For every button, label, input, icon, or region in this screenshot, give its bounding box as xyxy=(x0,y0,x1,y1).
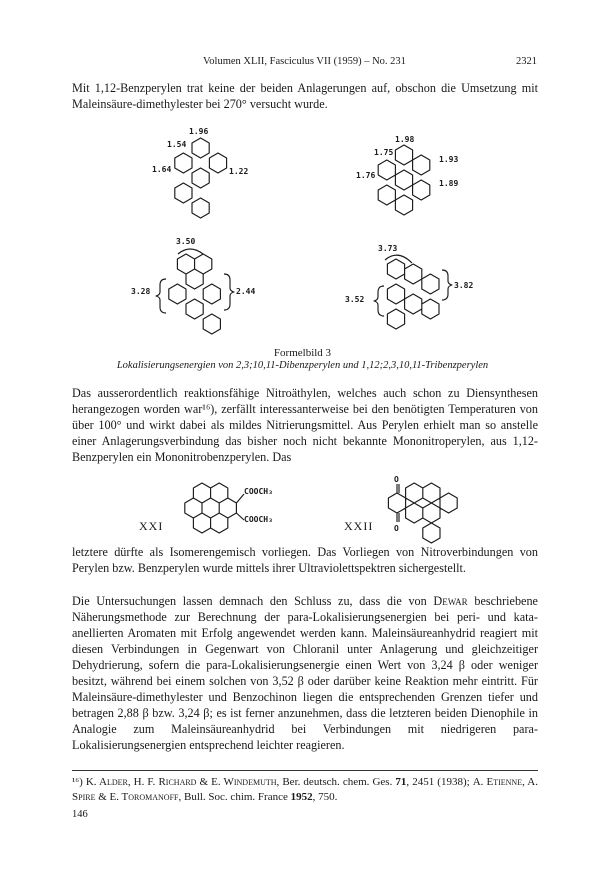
compound-label-xxii: XXII xyxy=(344,519,374,533)
energy-label: 1.75 xyxy=(374,148,394,157)
figure-title: Formelbild 3 xyxy=(273,347,332,359)
footnote-authors: A. Etienne, A. Spire & E. Toromanoff xyxy=(72,776,538,803)
author-dewar: Dewar xyxy=(433,594,468,608)
energy-label: 1.89 xyxy=(439,179,459,188)
molecule-tribenzperylen-energies xyxy=(356,135,458,215)
compound-xxii-structure xyxy=(388,475,457,543)
volume-number: 71 xyxy=(395,776,407,788)
journal-citation: Volumen XLII, Fasciculus VII (1959) – No. 231 xyxy=(203,56,406,67)
compound-xxi-structure xyxy=(185,483,273,533)
paragraph-nitroaethylen: Das ausserordentlich reaktionsfähige Nitroäthylen, welches auch schon zu Diensynthesen herangezogen worden war¹⁶), zerfällt interessanterweise bei den benötigten Temperaturen von über 100° und wirkt dabei als mildes Nitrierungsmittel. Aus Perylen erhielt man so anstelle einer Anlagerungsverbindung das bisher noch nicht bekannte Mononitroperylen, aus 1,12-Benzperylen ein Mononitrobenzperylen. Das xyxy=(72,386,538,464)
energy-label: 2.44 xyxy=(236,287,256,296)
molecule-dibenzperylen-energies xyxy=(152,127,248,218)
energy-label: 1.93 xyxy=(439,155,459,164)
energy-label: 1.64 xyxy=(152,165,172,174)
compound-label-xxi: XXI xyxy=(139,519,164,533)
molecule-dibenzperylen-para xyxy=(131,237,255,334)
conclusion-text-end: beschriebene Näherungsmethode zur Berechnung der para-Lokalisierungsenergien bei peri- und kata-anellierten Aromaten mit Erfolg angewendet werden kann. Maleinsäureanhydrid reagiert mit diesen Verbindungen in Gegenwart von Chloranil unter Anlagerung und gleichzeitiger Dehydrierung, sofern die para-Lokalisierungsenergie einen Wert von 3,24 β oder weniger besitzt, während bei einem solchen von 3,52 β oder darüber keine Reaktion mehr eintritt. Für Maleinsäure-dimethylester und Benzochinon liegen die entsprechenden Grenzen tiefer und betragen 2,88 β bzw. 3,24 β; es ist ferner anzunehmen, dass die letzteren beiden Dienophile in Analogie zum Maleinsäureanhydrid bei Verbindungen mit niedrigeren para-Lokalisierungsenergien entsprechend leichter reagieren. xyxy=(72,594,538,752)
conclusion-text-start: Die Untersuchungen lassen demnach den Schluss zu, dass die von xyxy=(72,594,434,608)
footnote-authors: K. Alder, H. F. Richard & E. Windemuth xyxy=(85,776,277,788)
energy-label: 1.22 xyxy=(229,167,249,176)
energy-label: 3.28 xyxy=(131,287,151,296)
paragraph-isomer: letztere dürfte als Isomerengemisch vorliegen. Das Vorliegen von Nitroverbindungen von Perylen bzw. Benzperylen wurde mittels ihrer Ultraviolettspektren sichergestellt. xyxy=(72,545,538,575)
intro-paragraph: Mit 1,12-Benzperylen trat keine der beiden Anlagerungen auf, obschon die Umsetzung mit Maleinsäure-dimethylester bei 270° versucht wurde. xyxy=(72,81,538,111)
energy-label: 1.98 xyxy=(395,135,415,144)
energy-label: 3.50 xyxy=(176,237,196,246)
page-number: 2321 xyxy=(516,56,537,67)
figure-caption: Lokalisierungsenergien von 2,3;10,11-Dibenzperylen und 1,12;2,3,10,11-Tribenzperylen xyxy=(116,360,489,371)
molecule-tribenzperylen-para xyxy=(345,244,473,329)
energy-label: 1.96 xyxy=(189,127,209,136)
energy-label: 1.54 xyxy=(167,140,187,149)
energy-label: 3.73 xyxy=(378,244,398,253)
footnote-16: ¹⁶) K. Alder, H. F. Richard & E. Windemuth, Ber. deutsch. chem. Ges. 71, 2451 (1938); A. Etienne, A. Spire & E. Toromanoff, Bull. Soc. chim. France 1952, 750. xyxy=(72,770,538,805)
page-footer-number: 146 xyxy=(72,809,88,820)
substituent-label: COOCH₃ xyxy=(244,487,273,496)
footnote-mark: ¹⁶) xyxy=(72,776,83,788)
energy-label: 3.52 xyxy=(345,295,365,304)
paragraph-conclusion xyxy=(72,593,538,753)
volume-number: 1952 xyxy=(290,791,313,803)
oxo-label: O xyxy=(394,524,399,533)
energy-label: 1.76 xyxy=(356,171,376,180)
substituent-label: COOCH₃ xyxy=(244,515,273,524)
oxo-label: O xyxy=(394,475,399,484)
energy-label: 3.82 xyxy=(454,281,474,290)
